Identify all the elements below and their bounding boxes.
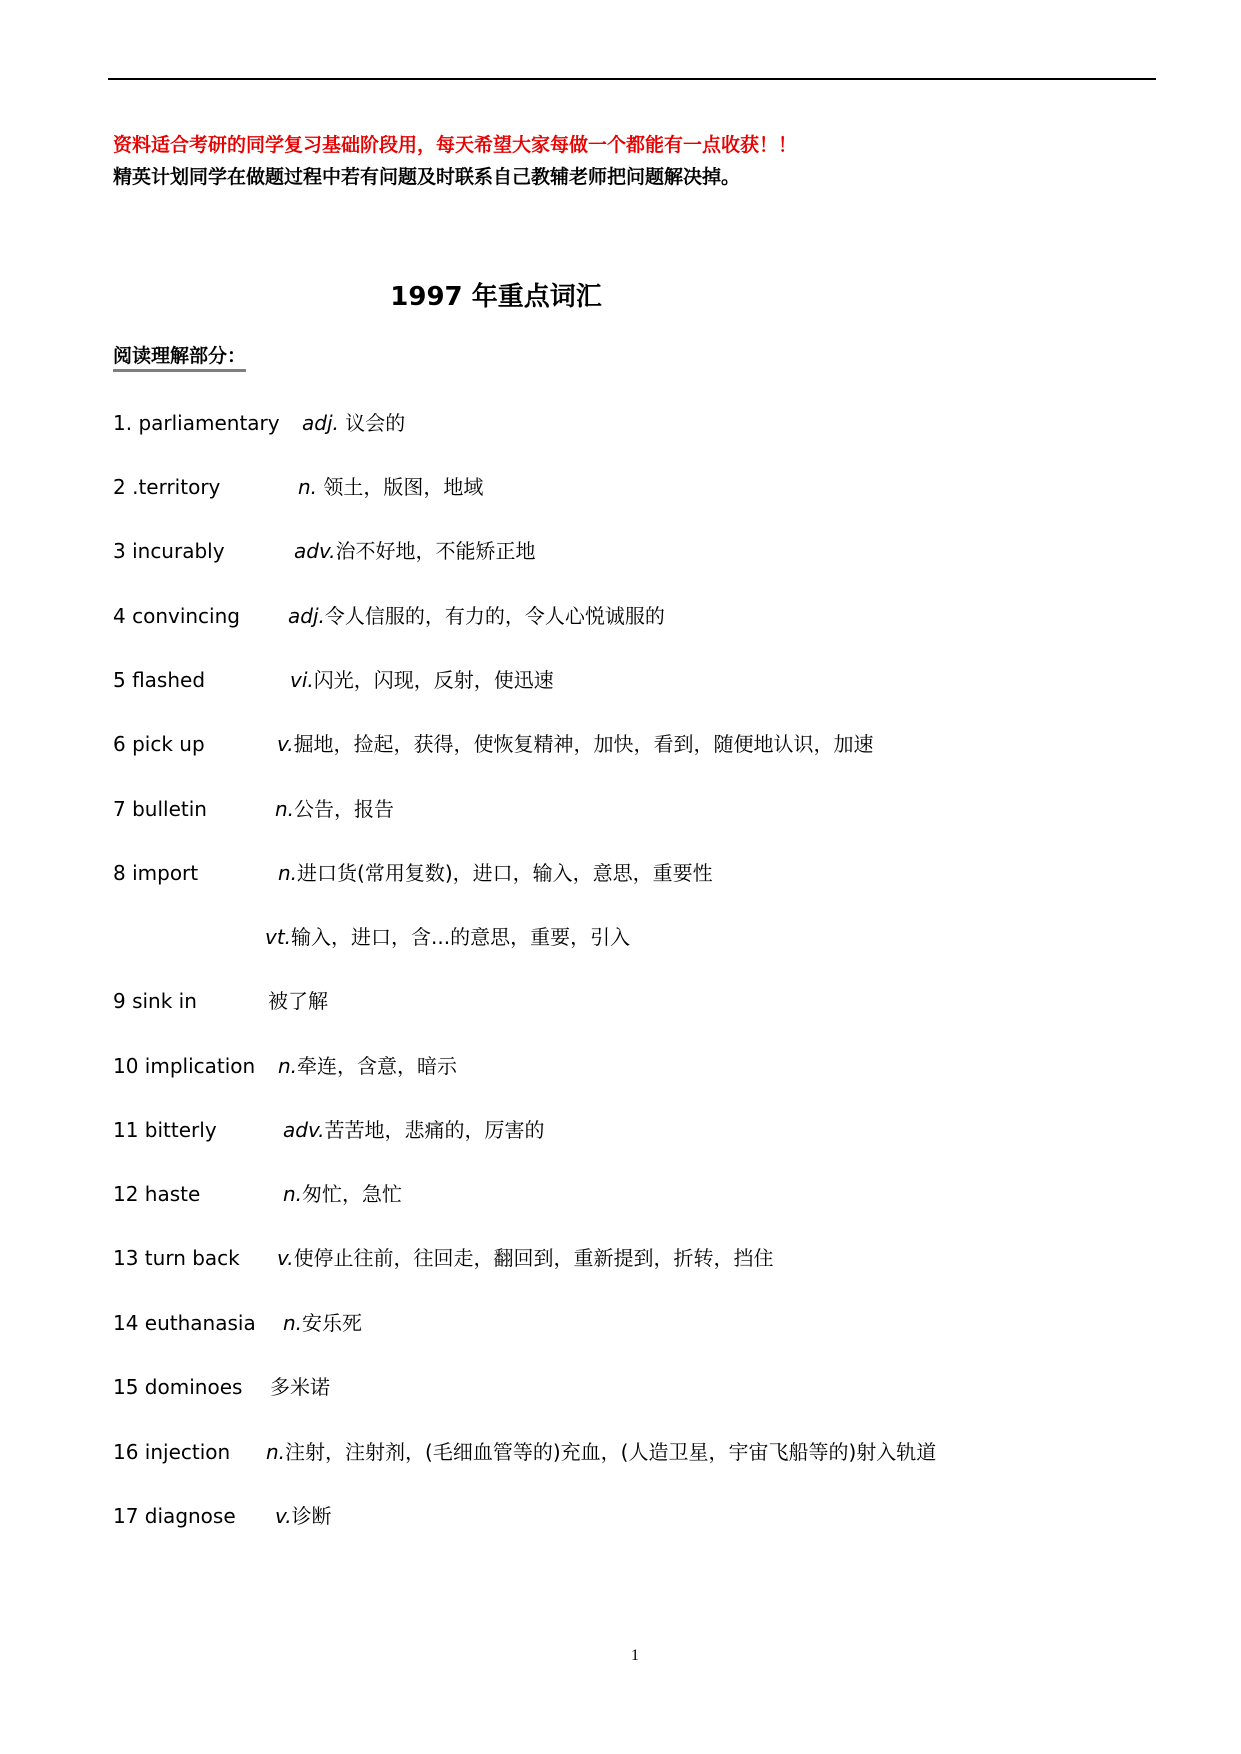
vocab-entry xyxy=(0,472,1241,502)
vocab-definition xyxy=(288,601,665,631)
vocab-definition xyxy=(270,1372,330,1402)
vocab-word: 5 flashed xyxy=(113,668,206,692)
vocab-entry xyxy=(0,986,1241,1016)
vocab-entry xyxy=(0,858,1241,888)
vocab-meaning: 领土，版图，地域 xyxy=(317,475,484,499)
vocab-meaning: 议会的 xyxy=(338,411,406,435)
vocab-definition xyxy=(278,858,713,888)
vocab-entry xyxy=(0,536,1241,566)
vocab-entry xyxy=(0,1501,1241,1531)
vocab-word: 11 bitterly xyxy=(113,1118,217,1142)
vocab-definition xyxy=(298,472,483,502)
vocab-entry xyxy=(0,1437,1241,1467)
vocab-definition xyxy=(283,1308,362,1338)
part-of-speech: adv. xyxy=(294,539,336,563)
part-of-speech: n. xyxy=(298,475,318,499)
vocab-definition xyxy=(302,408,405,438)
part-of-speech: v. xyxy=(275,1504,292,1528)
vocab-word: 7 bulletin xyxy=(113,797,207,821)
vocab-meaning: 被了解 xyxy=(268,989,328,1013)
vocab-meaning: 多米诺 xyxy=(270,1375,330,1399)
vocab-definition xyxy=(265,922,630,952)
vocab-meaning: 闪光，闪现，反射，使迅速 xyxy=(313,668,554,692)
vocab-word: 8 import xyxy=(113,861,199,885)
vocab-definition xyxy=(278,1051,457,1081)
vocab-entry xyxy=(0,729,1241,759)
vocab-entry xyxy=(0,665,1241,695)
vocab-meaning: 进口货(常用复数)，进口，输入，意思，重要性 xyxy=(297,861,713,885)
vocab-entry xyxy=(0,408,1241,438)
vocab-meaning: 公告，报告 xyxy=(294,797,395,821)
notice-red-line: 资料适合考研的同学复习基础阶段用，每天希望大家每做一个都能有一点收获！！ xyxy=(113,134,798,156)
vocab-word: 3 incurably xyxy=(113,539,225,563)
page-number: 1 xyxy=(631,1647,639,1664)
part-of-speech: vi. xyxy=(290,668,314,692)
vocab-word: 1. parliamentary xyxy=(113,411,280,435)
notice-black-line: 精英计划同学在做题过程中若有问题及时联系自己教辅老师把问题解决掉。 xyxy=(113,166,741,188)
part-of-speech: adv. xyxy=(283,1118,325,1142)
vocab-definition xyxy=(275,794,394,824)
page-title: 1997 年重点词汇 xyxy=(390,282,602,312)
part-of-speech: n. xyxy=(278,1054,298,1078)
vocab-word: 12 haste xyxy=(113,1182,201,1206)
part-of-speech: adj. xyxy=(288,604,325,628)
vocab-entry xyxy=(0,1243,1241,1273)
vocab-definition xyxy=(277,729,874,759)
vocab-meaning: 注射，注射剂，(毛细血管等的)充血，(人造卫星，宇宙飞船等的)射入轨道 xyxy=(285,1440,937,1464)
vocab-meaning: 输入，进口，含...的意思，重要，引入 xyxy=(291,925,631,949)
part-of-speech: n. xyxy=(278,861,298,885)
vocab-definition xyxy=(277,1243,774,1273)
part-of-speech: vt. xyxy=(265,925,292,949)
part-of-speech: n. xyxy=(275,797,295,821)
vocab-word: 17 diagnose xyxy=(113,1504,236,1528)
part-of-speech: v. xyxy=(277,732,294,756)
section-heading: 阅读理解部分： xyxy=(113,344,246,372)
vocab-meaning: 苦苦地，悲痛的，厉害的 xyxy=(324,1118,545,1142)
vocab-entry xyxy=(0,1308,1241,1338)
vocab-meaning: 安乐死 xyxy=(302,1311,363,1335)
vocab-entry xyxy=(0,1179,1241,1209)
vocab-definition xyxy=(283,1179,402,1209)
vocab-entry xyxy=(0,1115,1241,1145)
vocab-meaning: 诊断 xyxy=(291,1504,332,1528)
part-of-speech: n. xyxy=(266,1440,286,1464)
vocab-entry xyxy=(0,1372,1241,1402)
vocab-word: 2 .territory xyxy=(113,475,221,499)
vocab-meaning: 匆忙，急忙 xyxy=(302,1182,403,1206)
vocab-word: 9 sink in xyxy=(113,989,197,1013)
part-of-speech: n. xyxy=(283,1311,303,1335)
part-of-speech: v. xyxy=(277,1246,294,1270)
vocab-meaning: 治不好地，不能矫正地 xyxy=(335,539,536,563)
header-rule xyxy=(108,78,1156,80)
vocab-entry xyxy=(0,601,1241,631)
vocab-definition xyxy=(283,1115,545,1145)
vocab-definition xyxy=(268,986,328,1016)
vocab-word: 15 dominoes xyxy=(113,1375,243,1399)
vocab-entry xyxy=(0,922,1241,952)
vocab-word: 6 pick up xyxy=(113,732,205,756)
vocab-word: 14 euthanasia xyxy=(113,1311,256,1335)
vocab-meaning: 掘地，捡起，获得，使恢复精神，加快，看到，随便地认识，加速 xyxy=(293,732,874,756)
vocab-entry xyxy=(0,794,1241,824)
vocab-definition xyxy=(294,536,536,566)
vocab-meaning: 使停止往前，往回走，翻回到，重新提到，折转，挡住 xyxy=(293,1246,774,1270)
vocab-definition xyxy=(266,1437,936,1467)
part-of-speech: n. xyxy=(283,1182,303,1206)
part-of-speech: adj. xyxy=(302,411,339,435)
vocab-word: 13 turn back xyxy=(113,1246,240,1270)
vocab-entry xyxy=(0,1051,1241,1081)
vocab-word: 10 implication xyxy=(113,1054,256,1078)
vocab-word: 4 convincing xyxy=(113,604,240,628)
vocab-meaning: 令人信服的，有力的，令人心悦诚服的 xyxy=(324,604,665,628)
vocab-definition xyxy=(275,1501,332,1531)
vocab-meaning: 牵连，含意，暗示 xyxy=(297,1054,458,1078)
vocab-definition xyxy=(290,665,554,695)
vocab-word: 16 injection xyxy=(113,1440,231,1464)
